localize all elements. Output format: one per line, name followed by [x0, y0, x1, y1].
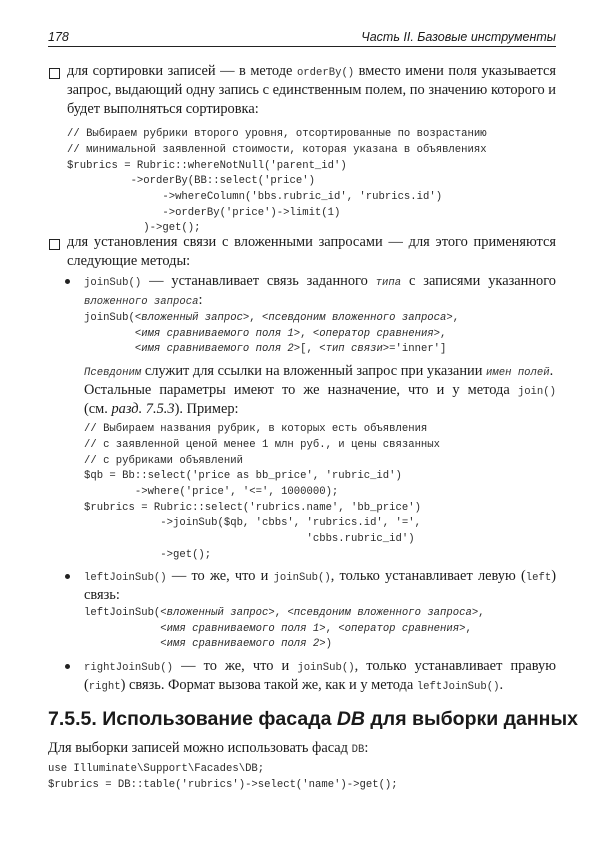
signature-line: <имя сравниваемого поля 1>, <оператор сравнения>,	[160, 623, 472, 635]
code-line: // с рубриками объявлений	[84, 455, 243, 467]
bullet1-line3: будет выполняться сортировка:	[67, 101, 259, 117]
code-line: )->get();	[67, 222, 201, 234]
code-line: // Выбираем названия рубрик, в которых есть объявления	[84, 423, 428, 435]
code-line: // Выбираем рубрики второго уровня, отсортированные по возрастанию	[67, 128, 487, 140]
code-line: ->whereColumn('bbs.rubric_id', 'rubrics.id')	[67, 191, 443, 203]
dot-bullet-icon	[65, 664, 70, 669]
leftjoinsub-line1: leftJoinSub() — то же, что и joinSub(), только устанавливает левую (left)	[84, 568, 556, 584]
rightjoinsub-line2: (right) связь. Формат вызова такой же, как и у метода leftJoinSub().	[84, 677, 504, 693]
rest-line: Остальные параметры имеют то же назначение, что и у метода join()	[84, 382, 556, 398]
checkbox-bullet-icon	[49, 239, 60, 250]
page-number: 178	[48, 30, 69, 44]
bullet1-line2: запрос, выдающий одну запись с единственным полем, по значению которого и	[67, 82, 556, 98]
code-line: 'cbbs.rubric_id')	[84, 533, 415, 545]
code-line: ->orderBy(BB::select('price')	[67, 175, 315, 187]
joinsub-line2: вложенного запроса:	[84, 292, 203, 308]
signature-line: joinSub(<вложенный запрос>, <псевдоним вложенного запроса>,	[84, 312, 460, 324]
signature-line: <имя сравниваемого поля 1>, <оператор сравнения>,	[134, 328, 447, 340]
code-line: $rubrics = DB::table('rubrics')->select('name')->get();	[48, 779, 398, 791]
dot-bullet-icon	[65, 279, 70, 284]
code-line: ->joinSub($qb, 'cbbs', 'rubrics.id', '=',	[84, 517, 421, 529]
code-line: ->orderBy('price')->limit(1)	[67, 207, 341, 219]
rightjoinsub-line1: rightJoinSub() — то же, что и joinSub(), только устанавливает правую	[84, 658, 557, 674]
section-paragraph: Для выборки записей можно использовать фасад DB:	[48, 740, 369, 756]
bullet2-line2: следующие методы:	[67, 253, 191, 269]
bullet2-line1: для установления связи с вложенными запросами — для этого применяются	[67, 234, 556, 250]
code-line: ->where('price', '<=', 1000000);	[84, 486, 339, 498]
code-line: // минимальной заявленной стоимости, которая указана в объявлениях	[67, 144, 487, 156]
code-line: $qb = Bb::select('price as bb_price', 'rubric_id')	[84, 470, 402, 482]
leftjoinsub-line2: связь:	[84, 587, 120, 603]
signature-line: leftJoinSub(<вложенный запрос>, <псевдоним вложенного запроса>,	[84, 607, 485, 619]
signature-line: <имя сравниваемого поля 2>[, <тип связи>='inner']	[134, 343, 447, 355]
running-header: Часть II. Базовые инструменты	[361, 30, 556, 44]
bullet1-line1: для сортировки записей — в методе orderBy() вместо имени поля указывается	[67, 63, 557, 79]
dot-bullet-icon	[65, 574, 70, 579]
joinsub-line1: joinSub() — устанавливает связь заданного типа с записями указанного	[84, 273, 556, 289]
code-line: // с заявленной ценой менее 1 млн руб., и цены связанных	[84, 439, 441, 451]
signature-line: <имя сравниваемого поля 2>)	[160, 638, 332, 650]
code-line: $rubrics = Rubric::whereNotNull('parent_id')	[67, 160, 347, 172]
alias-line: Псевдоним служит для ссылки на вложенный запрос при указании имен полей.	[84, 363, 554, 379]
header-rule	[48, 46, 556, 47]
code-line: $rubrics = Rubric::select('rubrics.name', 'bb_price')	[84, 502, 421, 514]
code-line: ->get();	[84, 549, 212, 561]
checkbox-bullet-icon	[49, 68, 60, 79]
section-heading: 7.5.5. Использование фасада DB для выборки данных	[48, 708, 578, 730]
code-line: use Illuminate\Support\Facades\DB;	[48, 763, 265, 775]
see-line: (см. разд. 7.5.3). Пример:	[84, 401, 239, 417]
